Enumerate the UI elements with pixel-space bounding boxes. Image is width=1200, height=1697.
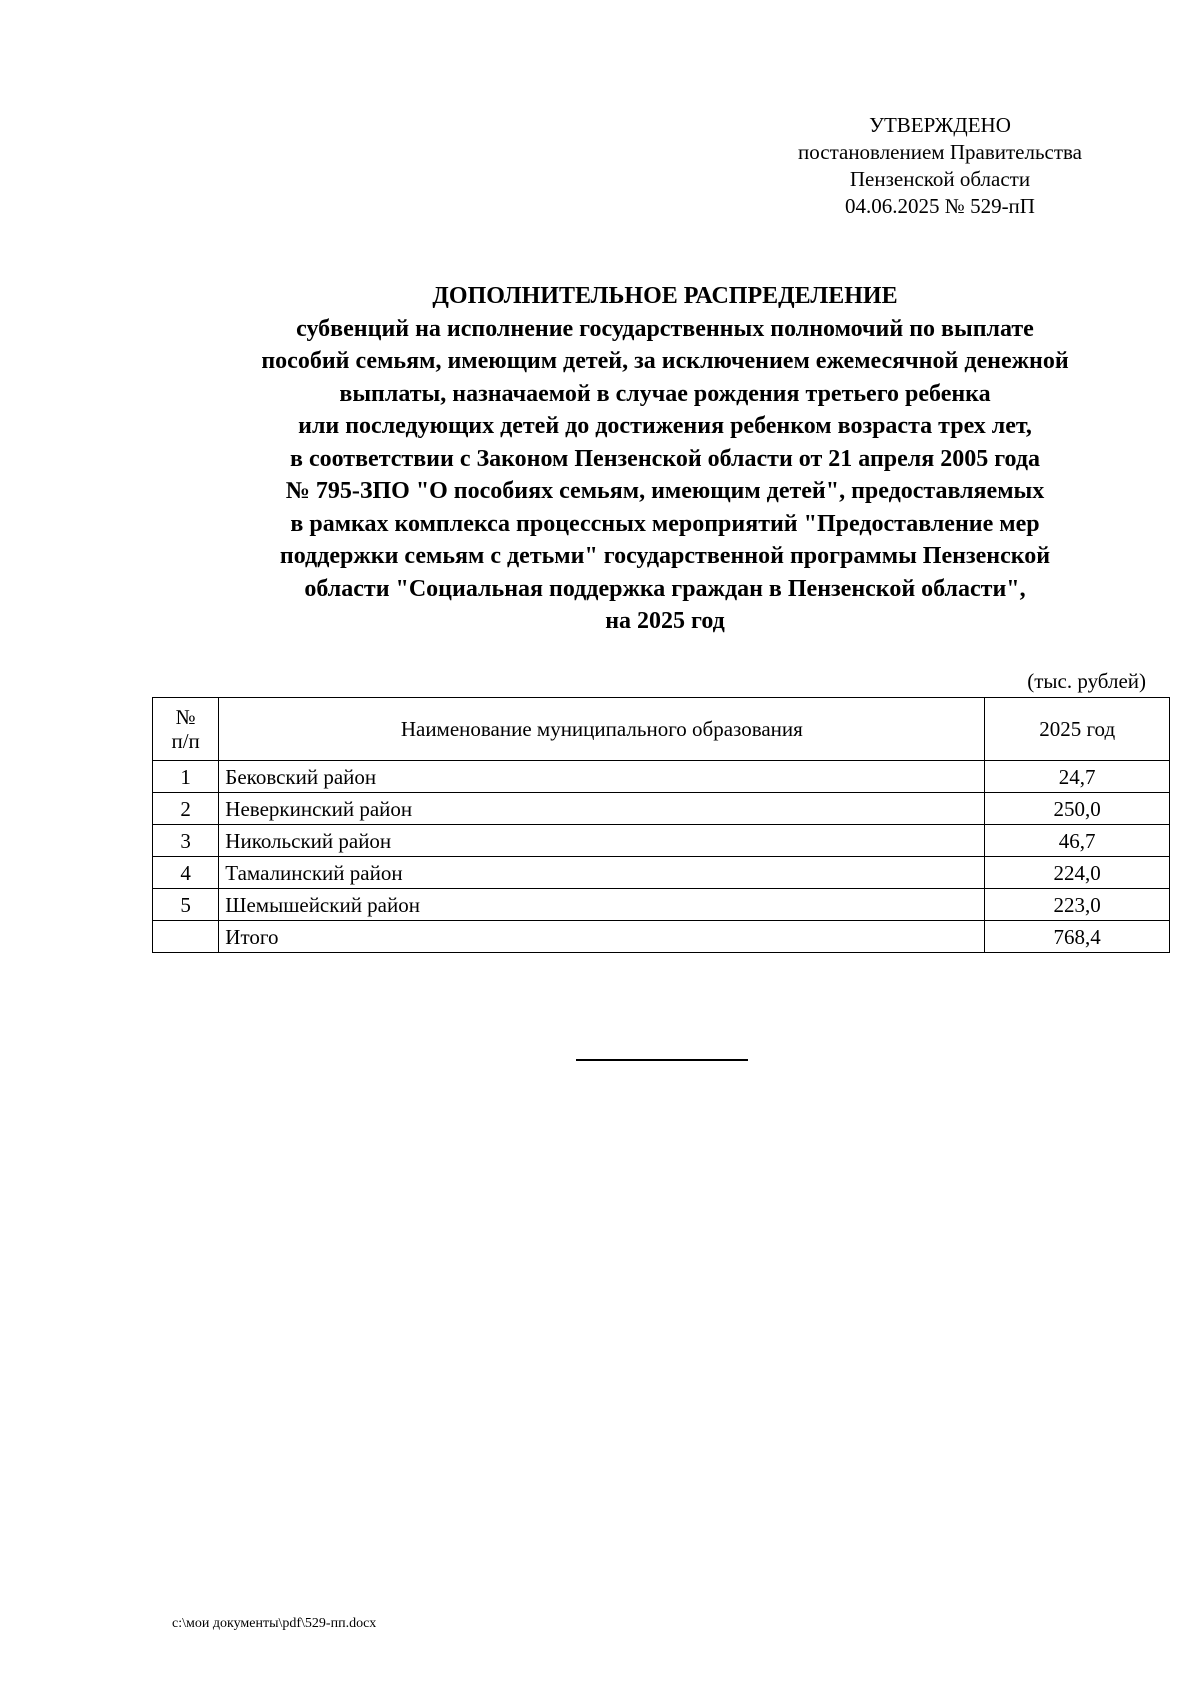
approval-title: УТВЕРЖДЕНО [869,113,1011,137]
table-row [153,857,1170,889]
footer-file-path: c:\мои документы\pdf\529-пп.docx [172,1616,377,1631]
row-value: 46,7 [985,825,1170,857]
row-number: 2 [153,793,219,825]
table-header-row [153,698,1170,761]
title-line: в рамках комплекса процессных мероприятий "Предоставление мер [290,510,1040,537]
row-value: 224,0 [985,857,1170,889]
title-line: выплаты, назначаемой в случае рождения третьего ребенка [339,380,991,407]
table-row [153,761,1170,793]
row-number: 3 [153,825,219,857]
distribution-table [152,697,1170,953]
table-row [153,793,1170,825]
table-row [153,825,1170,857]
row-name: Никольский район [219,825,985,857]
title-line: № 795-ЗПО "О пособиях семьям, имеющим детей", предоставляемых [285,478,1045,504]
row-number: 1 [153,761,219,793]
header-number [153,698,219,761]
title-line: в соответствии с Законом Пензенской области от 21 апреля 2005 года [290,445,1040,472]
row-name: Неверкинский район [219,793,985,825]
row-number: 4 [153,857,219,889]
title-line: на 2025 год [605,608,725,634]
approval-date-number: 04.06.2025 № 529-пП [845,194,1035,218]
end-separator-line [576,1059,748,1061]
row-value: 24,7 [985,761,1170,793]
title-line: поддержки семьям с детьми" государственной программы Пензенской [279,543,1051,569]
table-row [153,889,1170,921]
title-line: субвенций на исполнение государственных полномочий по выплате [296,315,1034,342]
row-name: Тамалинский район [219,857,985,889]
header-number-abbr: п/п [171,729,200,753]
title-line: области "Социальная поддержка граждан в Пензенской области", [304,575,1026,602]
table-total-row [153,921,1170,953]
title-line: пособий семьям, имеющим детей, за исключением ежемесячной денежной [261,348,1069,374]
total-number [153,921,219,953]
title-heading: ДОПОЛНИТЕЛЬНОЕ РАСПРЕДЕЛЕНИЕ [432,283,898,309]
row-value: 223,0 [985,889,1170,921]
total-value: 768,4 [985,921,1170,953]
approval-region: Пензенской области [849,167,1031,191]
header-name: Наименование муниципального образования [219,698,985,761]
units-label: (тыс. рублей) [1027,669,1146,693]
row-number: 5 [153,889,219,921]
header-year: 2025 год [985,698,1170,761]
approval-stamp [760,112,1120,220]
approval-decree: постановлением Правительства [797,140,1082,164]
total-label: Итого [219,921,985,953]
row-value: 250,0 [985,793,1170,825]
row-name: Шемышейский район [219,889,985,921]
title-line: или последующих детей до достижения ребенком возраста трех лет, [298,413,1032,439]
row-name: Бековский район [219,761,985,793]
header-number-sign: № [175,705,196,729]
document-title [150,280,1180,638]
